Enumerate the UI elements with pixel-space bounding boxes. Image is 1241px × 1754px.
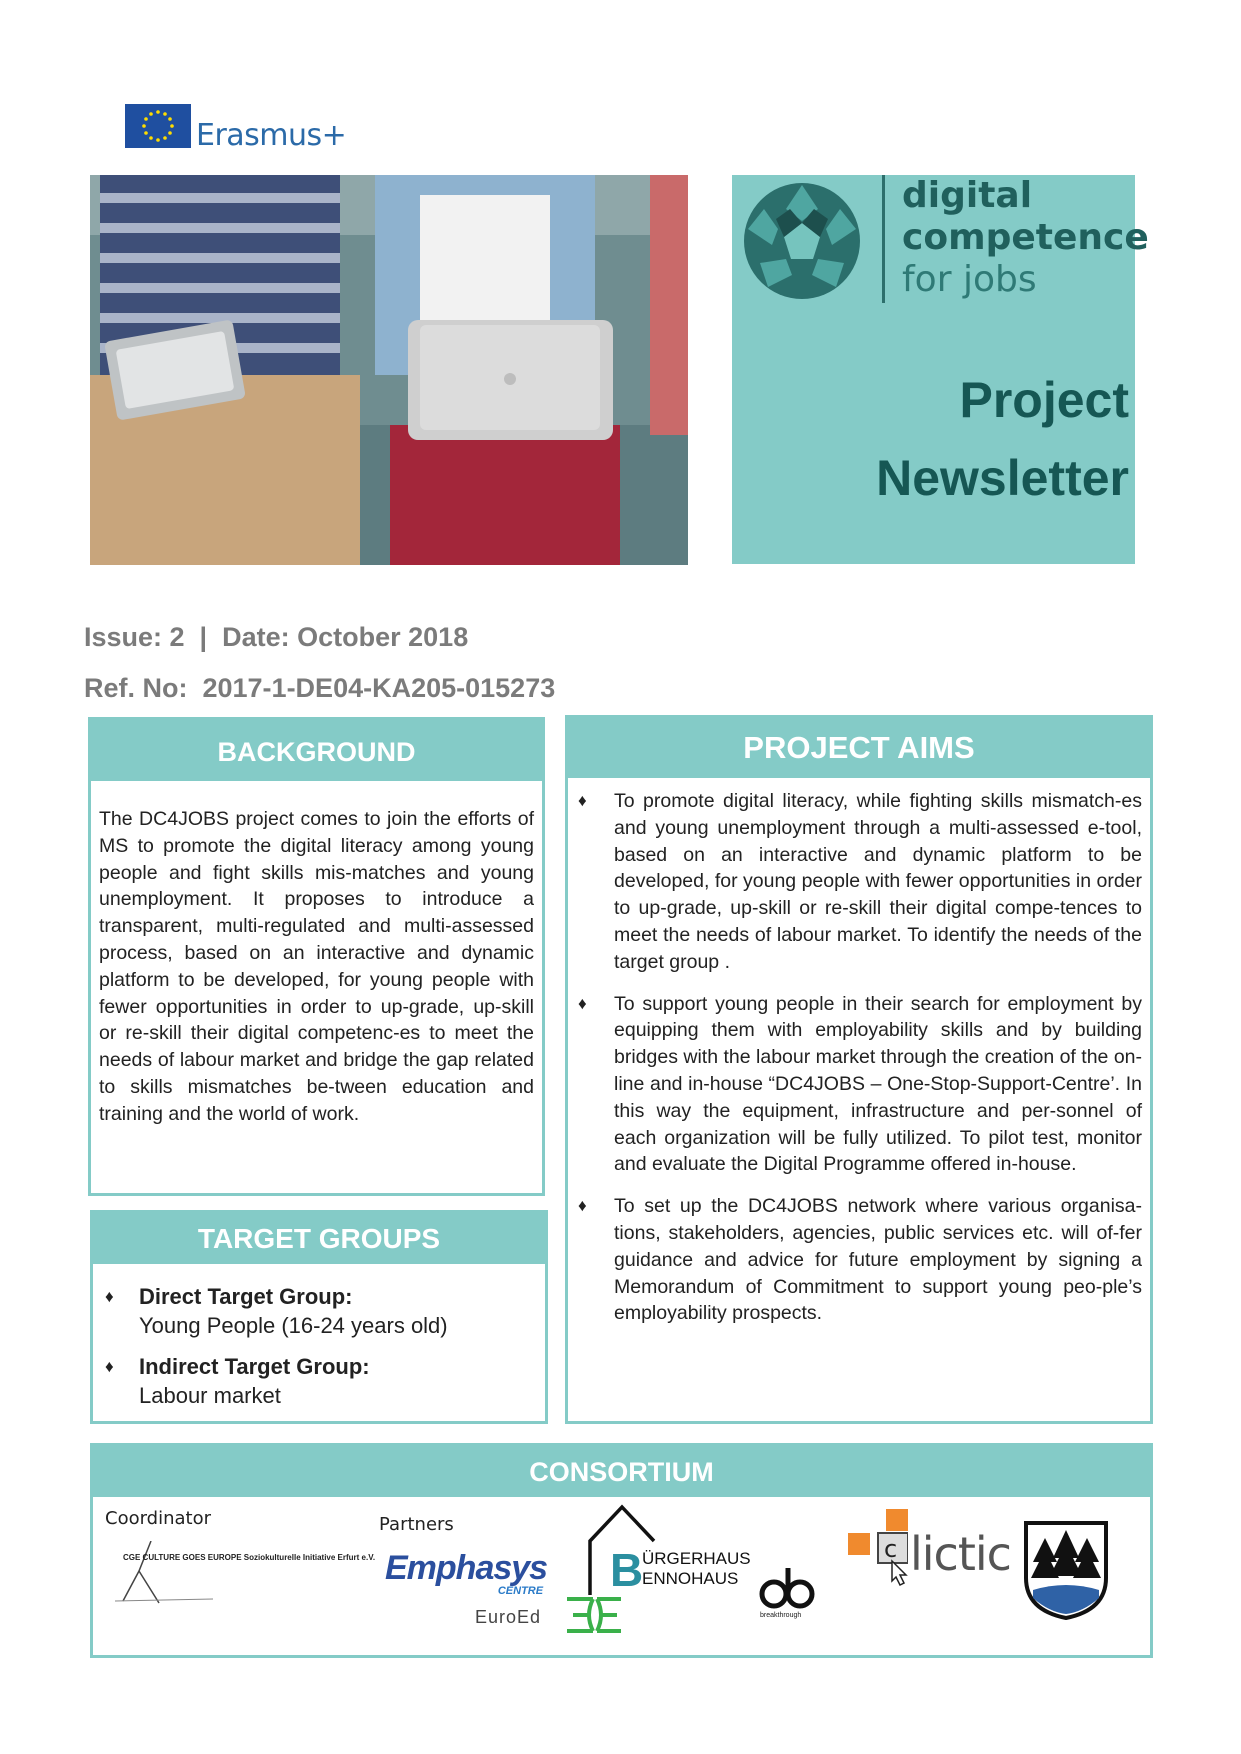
diamond-bullet-icon: ♦ — [105, 1287, 114, 1306]
buergerhaus-logo — [586, 1503, 751, 1598]
aim-text: To promote digital literacy, while fighting skills mismatch-es and young unemployment through a multi-assessed e-tool, based on an interactive and dynamic platform to be developed, for young people with fewer opportunities in order to up-grade, up-skill or re-skill their digital compe-tences to meet the needs of labour market. To identify the needs of the target group . — [614, 790, 1142, 973]
list-item — [578, 991, 1142, 1179]
target-group-desc: Young People (16-24 years old) — [139, 1313, 448, 1338]
brand-word-digital: digital — [902, 175, 1033, 216]
svg-text:c: c — [884, 1535, 898, 1563]
cge-logo-text: CGE CULTURE GOES EUROPE Soziokulturelle Initiative Erfurt e.V. — [123, 1553, 376, 1562]
target-group-title: Indirect Target Group: — [139, 1354, 370, 1379]
emphasys-name: Emphasys — [385, 1549, 548, 1587]
eu-flag-logo — [125, 104, 191, 148]
list-item — [105, 1352, 545, 1410]
emphasys-logo — [385, 1549, 548, 1597]
target-group-desc: Labour market — [139, 1383, 281, 1408]
aim-text: To set up the DC4JOBS network where various organisa-tions, stakeholders, agencies, public services etc. will of-fer guidance and advice for future employment by signing a Memorandum of Commitment to support young peo-ple’s employability prospects. — [614, 1195, 1142, 1325]
clictic-name — [910, 1527, 1011, 1581]
emphasys-sub: CENTRE — [497, 1585, 544, 1597]
breakthrough-name: breakthrough — [760, 1612, 802, 1619]
list-item — [578, 788, 1142, 976]
brand-divider — [882, 175, 885, 303]
coat-of-arms-icon — [1023, 1520, 1109, 1620]
background-heading: BACKGROUND — [91, 720, 542, 781]
target-group-title: Direct Target Group: — [139, 1284, 353, 1309]
target-groups-heading: TARGET GROUPS — [93, 1213, 545, 1264]
euroed-mark-icon — [563, 1595, 623, 1635]
aim-text: To support young people in their search for employment by equipping them with employability skills and by building bridges with the labour market through the creation of the on-line and in-house “DC4JOBS – One-Stop-Support-Centre’. In this way the equipment, infrastructure and per-sonnel of each organization will be fully utilized. To pilot test, monitor and evaluate the Digital Programme offered in-house. — [614, 992, 1142, 1176]
euroed-name: EuroEd — [475, 1607, 542, 1627]
project-aims-heading: PROJECT AIMS — [568, 718, 1150, 778]
breakthrough-mark-icon — [756, 1566, 820, 1610]
clictic-logo — [848, 1509, 1011, 1589]
brand-word-for-jobs: for jobs — [902, 259, 1037, 300]
header-photo — [90, 175, 688, 565]
consortium-section — [90, 1443, 1153, 1658]
buergerhaus-line1: ÜRGERHAUS — [642, 1549, 751, 1568]
partners-label: Partners — [379, 1514, 454, 1535]
diamond-bullet-icon: ♦ — [578, 1196, 587, 1216]
consortium-heading: CONSORTIUM — [93, 1446, 1150, 1497]
buergerhaus-initial: B — [610, 1544, 644, 1596]
target-groups-list — [93, 1264, 545, 1410]
list-item — [105, 1282, 545, 1340]
cge-logo — [103, 1541, 376, 1611]
background-text: The DC4JOBS project comes to join the efforts of MS to promote the digital literacy among young people and fight skills mis-matches and young unemployment. It proposes to introduce a transparent, multi-regulated and multi-assessed process, based on an interactive and dynamic platform to be developed, for young people with fewer opportunities in order to up-grade, up-skill or re-skill their digital competenc-es to meet the needs of labour market and bridge the gap related to skills mismatches be-tween education and training and the world of work. — [99, 808, 534, 1125]
target-groups-section — [90, 1210, 548, 1424]
coat-of-arms-logo — [1023, 1520, 1109, 1625]
brand-word-competence: competence — [902, 217, 1149, 258]
buergerhaus-line2: ENNOHAUS — [642, 1569, 739, 1588]
title-panel — [732, 175, 1149, 564]
clictic-name-text: lictic — [910, 1527, 1011, 1581]
clictic-cursor-icon — [848, 1509, 908, 1589]
diamond-bullet-icon: ♦ — [105, 1357, 114, 1376]
list-item — [578, 1193, 1142, 1327]
title-project: Project — [959, 372, 1129, 428]
breakthrough-logo — [756, 1566, 820, 1626]
project-aims-list — [568, 778, 1150, 1327]
diamond-bullet-icon: ♦ — [578, 993, 587, 1013]
reference-number: Ref. No: 2017-1-DE04-KA205-015273 — [84, 673, 556, 703]
euroed-logo — [475, 1607, 541, 1628]
erasmus-plus-label: Erasmus+ — [196, 118, 347, 153]
diamond-bullet-icon: ♦ — [578, 791, 587, 810]
background-section — [88, 717, 545, 1196]
dc4jobs-logo-icon — [740, 179, 864, 303]
coordinator-label: Coordinator — [105, 1508, 212, 1529]
issue-date-line: Issue: 2 | Date: October 2018 — [84, 622, 469, 652]
title-newsletter: Newsletter — [876, 450, 1129, 506]
project-aims-section — [565, 715, 1153, 1424]
